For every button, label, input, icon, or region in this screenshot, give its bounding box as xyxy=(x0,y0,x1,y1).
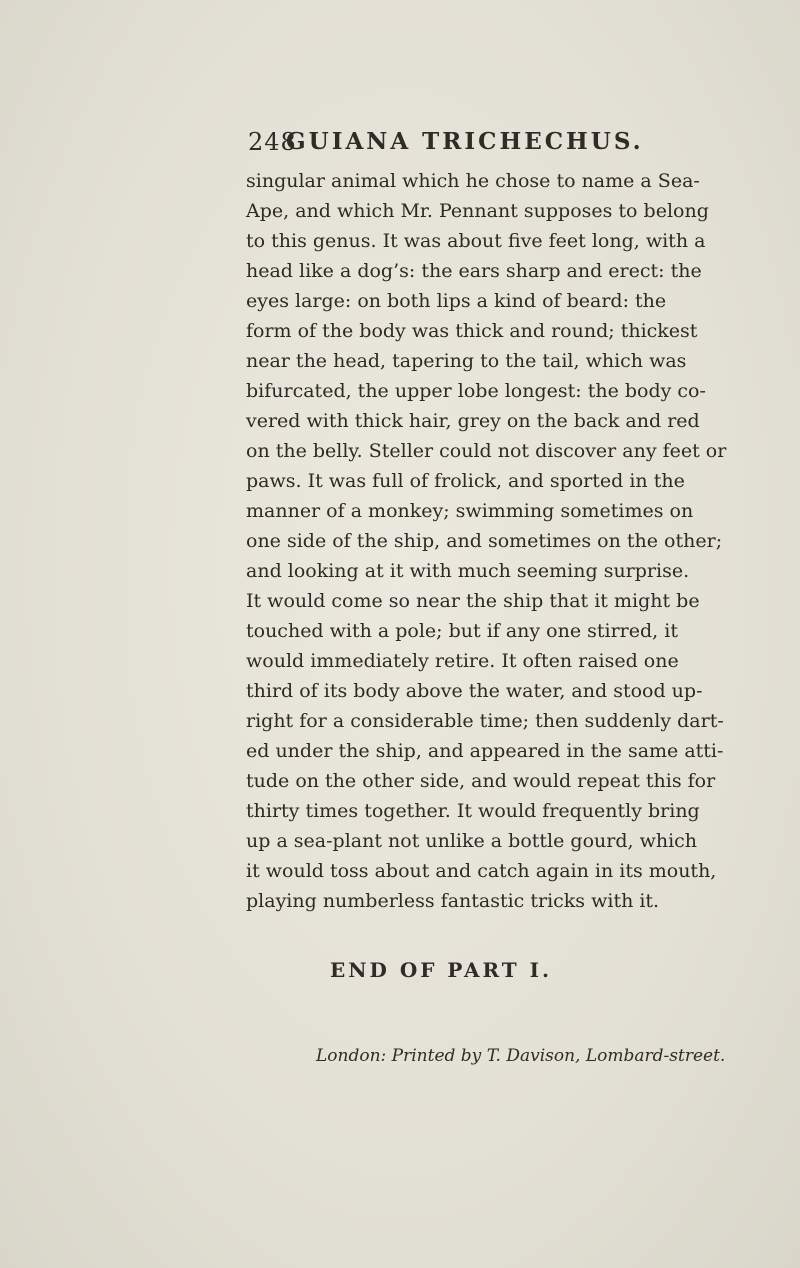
text-line: one side of the ship, and sometimes on the other; xyxy=(246,530,723,552)
text-line: singular animal which he chose to name a Sea- xyxy=(246,170,700,192)
text-line: up a sea-plant not unlike a bottle gourd, which xyxy=(246,830,698,852)
text-line: tude on the other side, and would repeat this for xyxy=(246,770,716,792)
text-line: on the belly. Steller could not discover any feet or xyxy=(246,440,727,462)
text-line: playing numberless fantastic tricks with it. xyxy=(246,890,660,912)
text-line: eyes large: on both lips a kind of beard: the xyxy=(246,290,667,312)
text-line: paws. It was full of frolick, and sported in the xyxy=(246,470,685,492)
text-line: It would come so near the ship that it might be xyxy=(246,590,700,612)
text-line: manner of a monkey; swimming sometimes on xyxy=(246,500,694,522)
running-head: GUIANA TRICHECHUS. xyxy=(286,128,644,155)
text-line: vered with thick hair, grey on the back and red xyxy=(246,410,700,432)
text-line: third of its body above the water, and stood up- xyxy=(246,680,703,702)
text-line: right for a considerable time; then suddenly dart- xyxy=(246,710,724,732)
text-line: thirty times together. It would frequently bring xyxy=(246,800,700,822)
body-paragraph xyxy=(246,166,727,916)
text-line: Ape, and which Mr. Pennant supposes to belong xyxy=(246,200,709,222)
page-number: 248 xyxy=(248,128,297,156)
page-header xyxy=(248,128,668,164)
text-line: touched with a pole; but if any one stirred, it xyxy=(246,620,678,642)
text-line: head like a dog’s: the ears sharp and erect: the xyxy=(246,260,702,282)
text-line: would immediately retire. It often raised one xyxy=(246,650,679,672)
text-line: to this genus. It was about five feet long, with a xyxy=(246,230,706,252)
end-of-part-heading: END OF PART I. xyxy=(330,958,552,982)
text-line: bifurcated, the upper lobe longest: the body co- xyxy=(246,380,706,402)
text-line: and looking at it with much seeming surprise. xyxy=(246,560,690,582)
text-line: near the head, tapering to the tail, which was xyxy=(246,350,687,372)
printer-imprint: London: Printed by T. Davison, Lombard-street. xyxy=(316,1046,726,1066)
text-line: form of the body was thick and round; thickest xyxy=(246,320,698,342)
text-line: it would toss about and catch again in its mouth, xyxy=(246,860,717,882)
text-line: ed under the ship, and appeared in the same atti- xyxy=(246,740,724,762)
